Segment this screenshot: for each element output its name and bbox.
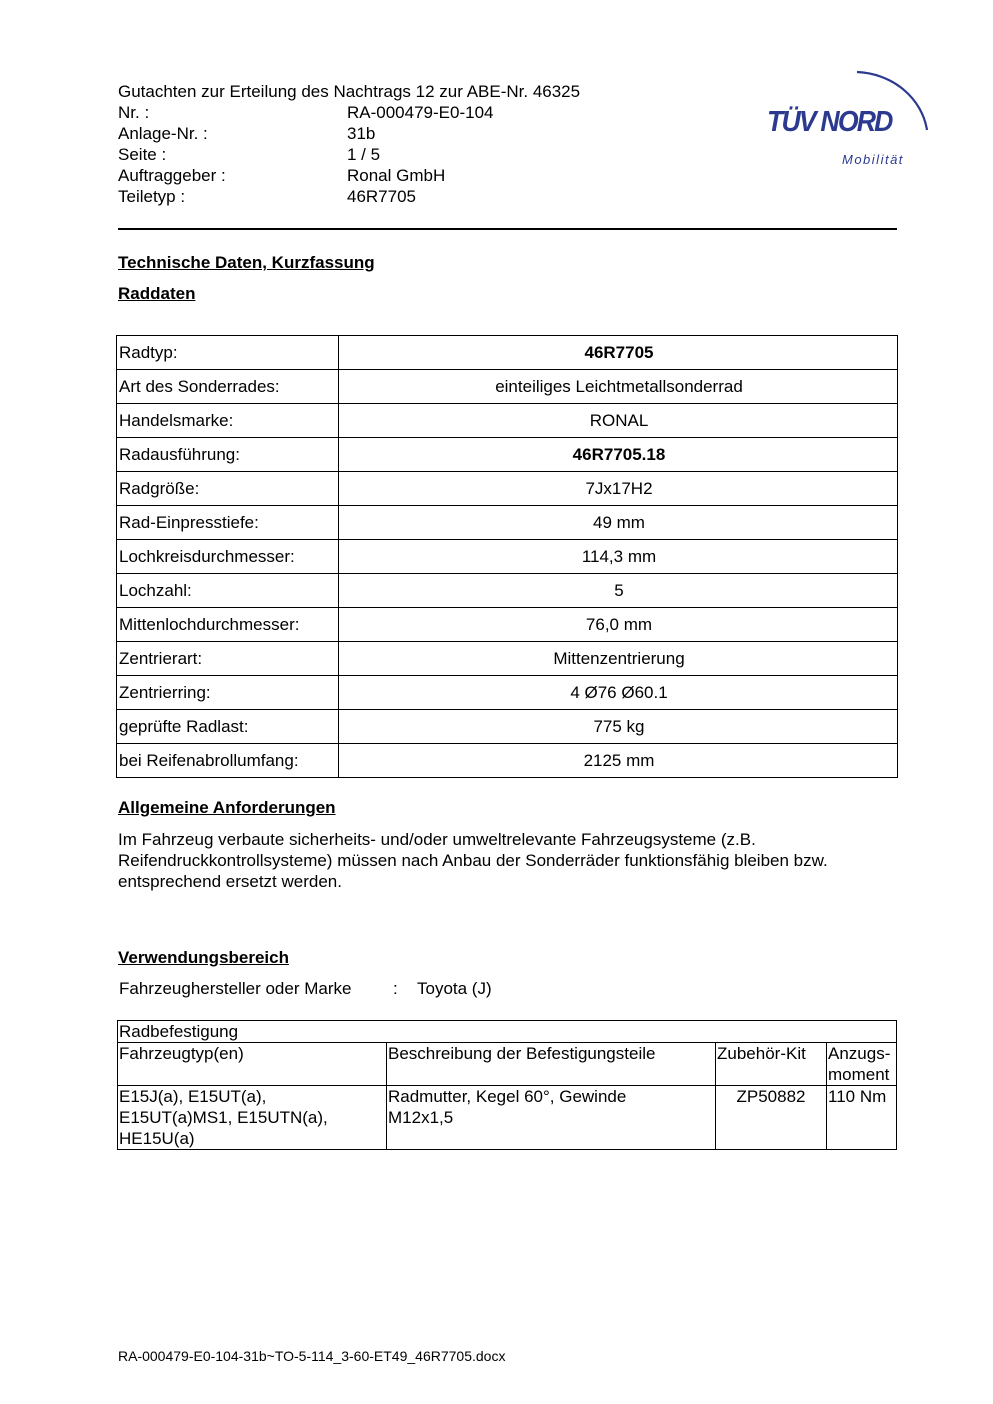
beschreibung-line: M12x1,5	[388, 1108, 454, 1127]
raddaten-value: 114,3 mm	[339, 540, 898, 574]
col-anzugsmoment	[827, 1043, 897, 1086]
raddaten-label: Radausführung:	[117, 438, 339, 472]
raddaten-label: bei Reifenabrollumfang:	[117, 744, 339, 778]
raddaten-row	[117, 438, 898, 472]
hersteller-label: Fahrzeughersteller oder Marke	[119, 979, 352, 998]
header-label: Teiletyp :	[118, 187, 186, 206]
document-header	[118, 81, 678, 207]
fahrzeugtyp-line: E15J(a), E15UT(a),	[119, 1087, 267, 1106]
header-value: 1 / 5	[347, 145, 381, 164]
col-zubehoer-kit: Zubehör-Kit	[716, 1043, 827, 1086]
raddaten-label: Rad-Einpresstiefe:	[117, 506, 339, 540]
verwendung-heading: Verwendungsbereich	[118, 948, 289, 967]
befestigung-title: Radbefestigung	[118, 1021, 897, 1043]
raddaten-label: geprüfte Radlast:	[117, 710, 339, 744]
raddaten-label: Radgröße:	[117, 472, 339, 506]
raddaten-value: 46R7705	[339, 336, 898, 370]
allgemein-text	[118, 829, 918, 892]
raddaten-value: Mittenzentrierung	[339, 642, 898, 676]
raddaten-value: 2125 mm	[339, 744, 898, 778]
raddaten-value: 46R7705.18	[339, 438, 898, 472]
raddaten-row	[117, 574, 898, 608]
befestigung-table	[117, 1020, 897, 1150]
hersteller-value: Toyota (J)	[417, 979, 492, 998]
raddaten-value: 49 mm	[339, 506, 898, 540]
raddaten-value: 76,0 mm	[339, 608, 898, 642]
header-value: Ronal GmbH	[347, 166, 446, 185]
logo-subtitle: Mobilität	[842, 152, 904, 167]
col-anzugsmoment-line: Anzugs-	[828, 1044, 891, 1063]
raddaten-row	[117, 472, 898, 506]
raddaten-row	[117, 404, 898, 438]
raddaten-value: 7Jx17H2	[339, 472, 898, 506]
raddaten-label: Lochzahl:	[117, 574, 339, 608]
fahrzeugtyp-line: E15UT(a)MS1, E15UTN(a),	[119, 1108, 328, 1127]
section-heading: Technische Daten, Kurzfassung	[118, 253, 375, 272]
header-value: RA-000479-E0-104	[347, 103, 494, 122]
col-fahrzeugtyp: Fahrzeugtyp(en)	[118, 1043, 387, 1086]
raddaten-row	[117, 642, 898, 676]
tuv-nord-logo	[765, 58, 945, 173]
beschreibung-line: Radmutter, Kegel 60°, Gewinde	[388, 1087, 627, 1106]
raddaten-row	[117, 710, 898, 744]
raddaten-row	[117, 540, 898, 574]
allgemein-line: Reifendruckkontrollsysteme) müssen nach Anbau der Sonderräder funktionsfähig bleiben bzw.	[118, 851, 828, 870]
raddaten-row	[117, 336, 898, 370]
raddaten-row	[117, 676, 898, 710]
raddaten-row	[117, 744, 898, 778]
raddaten-label: Art des Sonderrades:	[117, 370, 339, 404]
raddaten-label: Zentrierart:	[117, 642, 339, 676]
document-title: Gutachten zur Erteilung des Nachtrags 12 zur ABE-Nr. 46325	[118, 82, 581, 101]
raddaten-value: 775 kg	[339, 710, 898, 744]
raddaten-value: einteiliges Leichtmetallsonderrad	[339, 370, 898, 404]
header-row	[118, 165, 678, 186]
allgemein-heading: Allgemeine Anforderungen	[118, 798, 336, 817]
col-anzugsmoment-line: moment	[828, 1065, 890, 1084]
col-beschreibung: Beschreibung der Befestigungsteile	[387, 1043, 716, 1086]
cell-beschreibung	[387, 1086, 716, 1150]
raddaten-row	[117, 506, 898, 540]
cell-zubehoer-kit: ZP50882	[716, 1086, 827, 1150]
header-label: Auftraggeber :	[118, 166, 226, 185]
header-row	[118, 186, 678, 207]
raddaten-value: 5	[339, 574, 898, 608]
header-value: 46R7705	[347, 187, 417, 206]
raddaten-heading: Raddaten	[118, 284, 196, 303]
raddaten-row	[117, 608, 898, 642]
allgemein-line: entsprechend ersetzt werden.	[118, 872, 342, 891]
header-label: Nr. :	[118, 103, 150, 122]
header-row	[118, 102, 678, 123]
logo-brand: TÜV NORD	[767, 106, 892, 138]
raddaten-label: Handelsmarke:	[117, 404, 339, 438]
header-label: Seite :	[118, 145, 167, 164]
header-rule	[118, 228, 897, 230]
raddaten-label: Zentrierring:	[117, 676, 339, 710]
header-fields	[118, 102, 678, 207]
header-value: 31b	[347, 124, 376, 143]
raddaten-row	[117, 370, 898, 404]
raddaten-label: Radtyp:	[117, 336, 339, 370]
fahrzeugtyp-line: HE15U(a)	[119, 1129, 195, 1148]
cell-anzugsmoment: 110 Nm	[827, 1086, 897, 1150]
cell-fahrzeugtypen	[118, 1086, 387, 1150]
footer-filename: RA-000479-E0-104-31b~TO-5-114_3-60-ET49_46R7705.docx	[118, 1348, 506, 1364]
raddaten-label: Lochkreisdurchmesser:	[117, 540, 339, 574]
raddaten-value: RONAL	[339, 404, 898, 438]
hersteller-colon: :	[393, 979, 398, 998]
header-row	[118, 144, 678, 165]
header-row	[118, 123, 678, 144]
header-label: Anlage-Nr. :	[118, 124, 208, 143]
raddaten-table	[116, 335, 898, 778]
raddaten-value: 4 Ø76 Ø60.1	[339, 676, 898, 710]
allgemein-line: Im Fahrzeug verbaute sicherheits- und/oder umweltrelevante Fahrzeugsysteme (z.B.	[118, 830, 756, 849]
raddaten-label: Mittenlochdurchmesser:	[117, 608, 339, 642]
